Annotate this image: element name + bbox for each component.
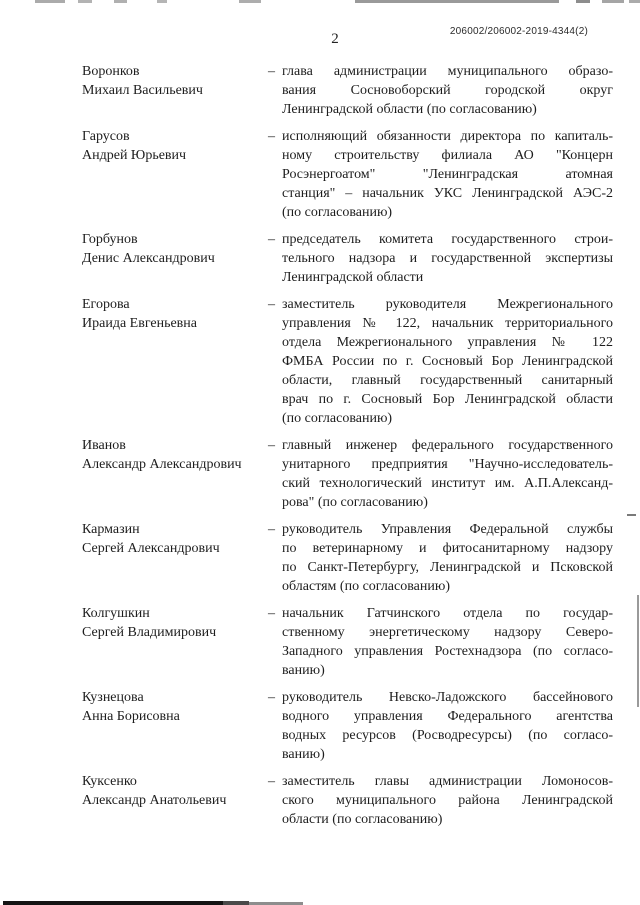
member-name-line: Михаил Васильевич bbox=[82, 83, 203, 98]
member-entry bbox=[82, 62, 613, 119]
dash-separator: – bbox=[268, 606, 275, 621]
member-name bbox=[82, 295, 268, 333]
member-name-line: Воронков bbox=[82, 64, 140, 79]
member-name-line: Горбунов bbox=[82, 232, 138, 247]
member-position-line: глава администрации муниципального образо- bbox=[282, 64, 613, 79]
members-list bbox=[82, 62, 613, 837]
member-position-line: по Санкт-Петербургу, Ленинградской и Псковской bbox=[282, 560, 613, 575]
member-position-line: управления № 122, начальник территориального bbox=[282, 316, 613, 331]
member-entry bbox=[82, 230, 613, 287]
scan-artifact bbox=[114, 0, 127, 3]
member-entry bbox=[82, 436, 613, 512]
member-entry bbox=[82, 127, 613, 222]
dash-separator: – bbox=[268, 522, 275, 537]
member-position-line: руководитель Управления Федеральной службы bbox=[282, 522, 613, 537]
member-name bbox=[82, 520, 268, 558]
member-position-line: (по согласованию) bbox=[282, 411, 393, 426]
member-position-line: ФМБА России по г. Сосновый Бор Ленинградской bbox=[282, 354, 613, 369]
member-position-line: Ленинградской области bbox=[282, 270, 424, 285]
member-position-line: области, главный государственный санитарный bbox=[282, 373, 613, 388]
member-position-line: руководитель Невско-Ладожского бассейнового bbox=[282, 690, 613, 705]
member-name-line: Куксенко bbox=[82, 774, 137, 789]
member-name-line: Анна Борисовна bbox=[82, 709, 180, 724]
member-position-line: ского муниципального района Ленинградской bbox=[282, 793, 613, 808]
dash-separator: – bbox=[268, 64, 275, 79]
document-registration-number: 206002/206002-2019-4344(2) bbox=[449, 26, 588, 37]
member-name-line: Ираида Евгеньевна bbox=[82, 316, 197, 331]
member-position bbox=[282, 436, 613, 512]
scan-artifact bbox=[627, 514, 636, 516]
member-name bbox=[82, 772, 268, 810]
member-position bbox=[282, 520, 613, 596]
member-name-line: Александр Анатольевич bbox=[82, 793, 227, 808]
member-position-line: Росэнергоатом" "Ленинградская атомная bbox=[282, 167, 613, 182]
member-name-line: Денис Александрович bbox=[82, 251, 215, 266]
member-name bbox=[82, 127, 268, 165]
member-position-line: тельного надзора и государственной экспертизы bbox=[282, 251, 613, 266]
member-position-line: Ленинградской области (по согласованию) bbox=[282, 102, 537, 117]
scan-artifact bbox=[223, 901, 249, 905]
member-name-line: Андрей Юрьевич bbox=[82, 148, 187, 163]
member-position-line: рова" (по согласованию) bbox=[282, 495, 428, 510]
member-position-line: (по согласованию) bbox=[282, 205, 393, 220]
member-position-line: заместитель руководителя Межрегионального bbox=[282, 297, 613, 312]
scan-artifact bbox=[35, 0, 65, 3]
member-position-line: главный инженер федерального государственного bbox=[282, 438, 613, 453]
member-position-line: ванию) bbox=[282, 747, 325, 762]
member-name-line: Иванов bbox=[82, 438, 126, 453]
scan-artifact bbox=[602, 0, 624, 3]
member-position-line: председатель комитета государственного строи- bbox=[282, 232, 613, 247]
member-position bbox=[282, 604, 613, 680]
member-name bbox=[82, 436, 268, 474]
dash-separator: – bbox=[268, 297, 275, 312]
member-entry bbox=[82, 772, 613, 829]
member-name-line: Кузнецова bbox=[82, 690, 144, 705]
member-position-line: ский технологический институт им. А.П.Александ- bbox=[282, 476, 613, 491]
dash-separator: – bbox=[268, 232, 275, 247]
member-name bbox=[82, 688, 268, 726]
member-position-line: водного управления Федерального агентства bbox=[282, 709, 613, 724]
member-name-line: Сергей Александрович bbox=[82, 541, 220, 556]
member-position-line: ванию) bbox=[282, 663, 325, 678]
scan-artifact bbox=[157, 0, 167, 3]
member-position-line: Западного управления Ростехнадзора (по согласо- bbox=[282, 644, 613, 659]
dash-separator: – bbox=[268, 774, 275, 789]
member-position-line: начальник Гатчинского отдела по государ- bbox=[282, 606, 613, 621]
member-position bbox=[282, 688, 613, 764]
member-position bbox=[282, 772, 613, 829]
page-number: 2 bbox=[331, 31, 339, 47]
member-entry bbox=[82, 604, 613, 680]
member-position bbox=[282, 230, 613, 287]
member-position-line: области (по согласованию) bbox=[282, 812, 443, 827]
member-entry bbox=[82, 520, 613, 596]
scan-artifact bbox=[3, 901, 223, 905]
member-position-line: заместитель главы администрации Ломоносов- bbox=[282, 774, 613, 789]
member-position-line: вания Сосновоборский городской округ bbox=[282, 83, 613, 98]
scan-artifact bbox=[629, 0, 640, 3]
member-position-line: отдела Межрегионального управления № 122 bbox=[282, 335, 613, 350]
member-position bbox=[282, 295, 613, 428]
member-name-line: Гарусов bbox=[82, 129, 130, 144]
dash-separator: – bbox=[268, 438, 275, 453]
dash-separator: – bbox=[268, 129, 275, 144]
member-name-line: Сергей Владимирович bbox=[82, 625, 217, 640]
member-name-line: Егорова bbox=[82, 297, 130, 312]
member-position-line: врач по г. Сосновый Бор Ленинградской области bbox=[282, 392, 613, 407]
member-name bbox=[82, 604, 268, 642]
member-position-line: станция" – начальник УКС Ленинградской АЭС-2 bbox=[282, 186, 613, 201]
scan-artifact bbox=[637, 595, 639, 707]
member-entry bbox=[82, 688, 613, 764]
member-position-line: областям (по согласованию) bbox=[282, 579, 450, 594]
member-position-line: водных ресурсов (Росводресурсы) (по согласо- bbox=[282, 728, 613, 743]
member-entry bbox=[82, 295, 613, 428]
scan-artifact bbox=[78, 0, 92, 3]
scan-artifact bbox=[576, 0, 590, 3]
member-name-line: Александр Александрович bbox=[82, 457, 242, 472]
scan-artifact bbox=[239, 0, 261, 3]
member-position-line: ному строительству филиала АО "Концерн bbox=[282, 148, 613, 163]
member-position-line: исполняющий обязанности директора по капиталь- bbox=[282, 129, 613, 144]
member-position-line: ственному энергетическому надзору Северо- bbox=[282, 625, 613, 640]
member-name bbox=[82, 230, 268, 268]
member-name-line: Колгушкин bbox=[82, 606, 150, 621]
member-name bbox=[82, 62, 268, 100]
member-position-line: унитарного предприятия "Научно-исследователь- bbox=[282, 457, 613, 472]
scan-artifact bbox=[355, 0, 559, 3]
member-position bbox=[282, 62, 613, 119]
dash-separator: – bbox=[268, 690, 275, 705]
member-name-line: Кармазин bbox=[82, 522, 140, 537]
member-position bbox=[282, 127, 613, 222]
member-position-line: по ветеринарному и фитосанитарному надзору bbox=[282, 541, 613, 556]
